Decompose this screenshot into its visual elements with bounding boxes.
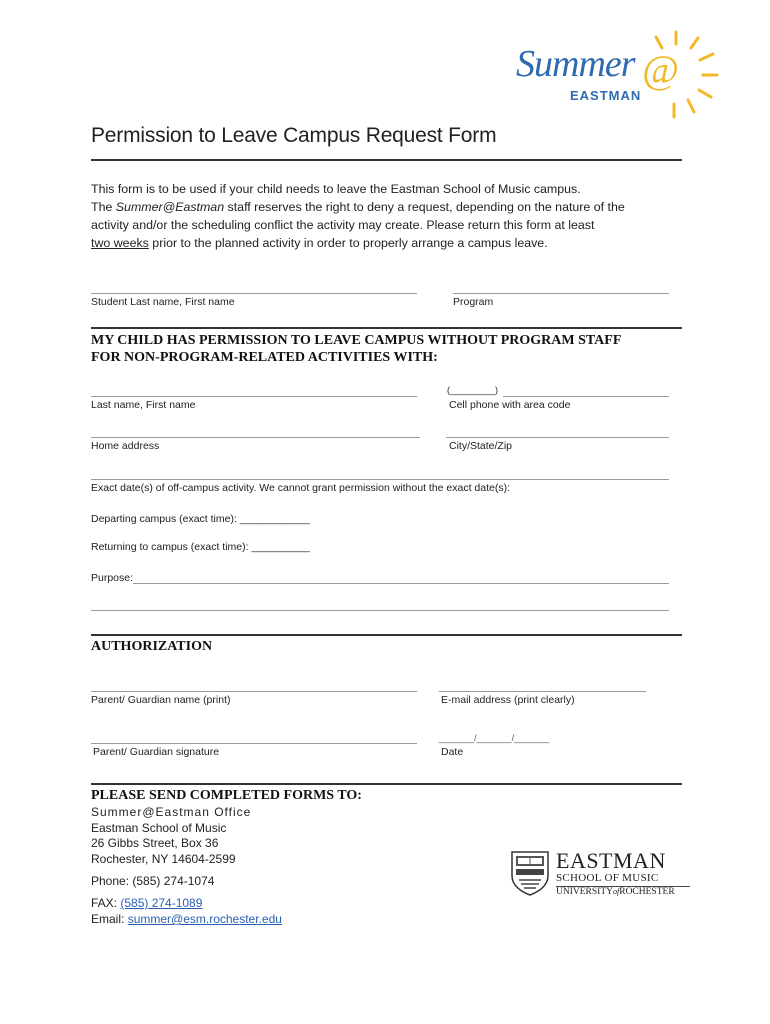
send-rule bbox=[91, 783, 682, 785]
program-field[interactable] bbox=[453, 293, 669, 294]
cell-phone-field[interactable] bbox=[503, 396, 669, 397]
email-label: E-mail address (print clearly) bbox=[441, 694, 575, 706]
intro-line-2-pre: The bbox=[91, 200, 116, 214]
title-rule bbox=[91, 159, 682, 161]
logo-university-of-rochester bbox=[556, 887, 675, 897]
fax-label: FAX: bbox=[91, 896, 121, 910]
intro-two-weeks: two weeks bbox=[91, 236, 149, 250]
intro-line-3: activity and/or the scheduling conflict the activity may create. Please return this form at least bbox=[91, 218, 595, 232]
email-field[interactable] bbox=[439, 691, 646, 692]
logo-school-of-music: SCHOOL OF MUSIC bbox=[556, 872, 659, 884]
intro-line-4-post: prior to the planned activity in order to properly arrange a campus leave. bbox=[148, 236, 548, 250]
eastman-school-logo bbox=[510, 850, 700, 900]
date-field[interactable]: _______/_______/_______ bbox=[439, 733, 550, 743]
date-label: Date bbox=[441, 746, 464, 758]
mailing-address bbox=[91, 805, 251, 867]
phone-area-code-paren: (_________) bbox=[447, 385, 499, 395]
home-address-label: Home address bbox=[91, 440, 160, 452]
email-link[interactable]: summer@esm.rochester.edu bbox=[127, 912, 282, 926]
intro-line-4 bbox=[91, 234, 691, 252]
exact-dates-field[interactable] bbox=[91, 479, 669, 480]
section1-heading-line-2: FOR NON-PROGRAM-RELATED ACTIVITIES WITH: bbox=[91, 350, 438, 365]
city-state-zip-field[interactable] bbox=[446, 437, 669, 438]
companion-name-field[interactable] bbox=[91, 396, 417, 397]
guardian-signature-label: Parent/ Guardian signature bbox=[93, 746, 220, 758]
office-name: Summer@Eastman Office bbox=[91, 805, 252, 819]
intro-line-1: This form is to be used if your child needs to leave the Eastman School of Music campus. bbox=[91, 182, 581, 196]
send-heading: PLEASE SEND COMPLETED FORMS TO: bbox=[91, 788, 362, 803]
purpose-field-line-2[interactable] bbox=[91, 610, 669, 611]
school-name: Eastman School of Music bbox=[91, 820, 227, 835]
fax-line bbox=[91, 896, 202, 910]
phone-number: Phone: (585) 274-1074 bbox=[91, 874, 215, 888]
city-address: Rochester, NY 14604-2599 bbox=[91, 851, 236, 866]
logo-university: UNIVERSITY bbox=[556, 887, 613, 897]
guardian-signature-field[interactable] bbox=[91, 743, 417, 744]
home-address-field[interactable] bbox=[91, 437, 420, 438]
logo-of: of bbox=[613, 887, 620, 896]
intro-line-2 bbox=[91, 198, 691, 216]
companion-name-label: Last name, First name bbox=[91, 399, 196, 411]
street-address: 26 Gibbs Street, Box 36 bbox=[91, 836, 219, 850]
email-line bbox=[91, 912, 282, 926]
logo-eastman-wordmark: EASTMAN bbox=[556, 848, 666, 873]
fax-link[interactable]: (585) 274-1089 bbox=[120, 896, 203, 910]
purpose-field[interactable] bbox=[133, 583, 669, 584]
intro-paragraph bbox=[91, 180, 691, 252]
section1-heading-line-1: MY CHILD HAS PERMISSION TO LEAVE CAMPUS WITHOUT PROGRAM STAFF bbox=[91, 333, 622, 348]
exact-dates-label: Exact date(s) of off-campus activity. We cannot grant permission without the exact date(s): bbox=[91, 482, 511, 494]
section1-heading bbox=[91, 332, 691, 366]
guardian-name-field[interactable] bbox=[91, 691, 417, 692]
logo-eastman-text: EASTMAN bbox=[570, 88, 642, 103]
purpose-label: Purpose: bbox=[91, 572, 134, 584]
summer-eastman-logo bbox=[510, 28, 730, 120]
cell-phone-label: Cell phone with area code bbox=[449, 399, 571, 411]
city-state-zip-label: City/State/Zip bbox=[449, 440, 513, 452]
intro-program-name: Summer@Eastman bbox=[115, 200, 225, 214]
student-name-label: Student Last name, First name bbox=[91, 296, 235, 308]
page-title: Permission to Leave Campus Request Form bbox=[91, 124, 497, 147]
returning-time-field[interactable]: Returning to campus (exact time): __________ bbox=[91, 541, 310, 553]
program-label: Program bbox=[453, 296, 494, 308]
email-contact-label: Email: bbox=[91, 912, 128, 926]
authorization-rule bbox=[91, 634, 682, 636]
authorization-heading: AUTHORIZATION bbox=[91, 639, 213, 654]
logo-summer-text: Summer bbox=[516, 43, 635, 85]
university-seal-icon bbox=[510, 850, 550, 896]
student-name-field[interactable] bbox=[91, 293, 417, 294]
logo-rochester: ROCHESTER bbox=[619, 887, 675, 897]
logo-at-text: @ bbox=[642, 47, 679, 92]
section1-rule bbox=[91, 327, 682, 329]
intro-line-2-post: staff reserves the right to deny a request, depending on the nature of the bbox=[224, 200, 625, 214]
guardian-name-label: Parent/ Guardian name (print) bbox=[91, 694, 231, 706]
departing-time-field[interactable]: Departing campus (exact time): ____________ bbox=[91, 513, 310, 525]
